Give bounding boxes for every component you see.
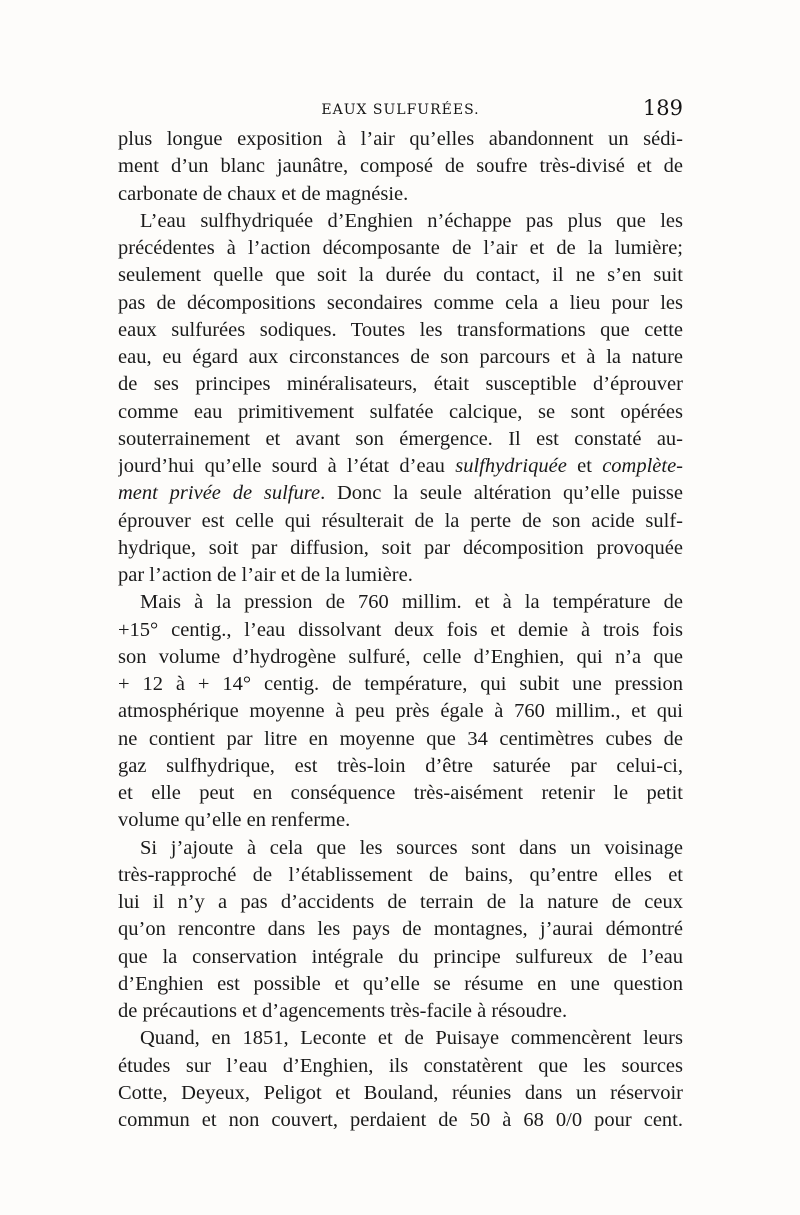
page-header [118,96,683,126]
text-line: Cotte, Deyeux, Peligot et Bouland, réunies dans un réservoir [118,1081,683,1104]
text-line: études sur l’eau d’Enghien, ils constatèrent que les sources [118,1054,683,1077]
text-line: précédentes à l’action décomposante de l’air et de la lumière; [118,237,683,259]
text-line: comme eau primitivement sulfatée calcique, se sont opérées [118,400,683,423]
text-line: seulement quelle que soit la durée du contact, il ne s’en suit [118,264,683,287]
text-line: commun et non couvert, perdaient de 50 à 68 0/0 pour cent. [118,1109,683,1131]
text-line: de ses principes minéralisateurs, était susceptible d’éprouver [118,373,683,396]
text-line: L’eau sulfhydriquée d’Enghien n’échappe pas plus que les [140,209,683,232]
text-line: Mais à la pression de 760 millim. et à la température de [140,591,683,614]
text-line: eaux sulfurées sodiques. Toutes les transformations que cette [118,318,683,341]
text-line: ment d’un blanc jaunâtre, composé de soufre très-divisé et de [118,155,683,178]
text-line: volume qu’elle en renferme. [118,809,351,832]
text-line: Quand, en 1851, Leconte et de Puisaye commencèrent leurs [140,1027,683,1050]
text-run: et [566,455,603,477]
text-line: souterrainement et avant son émergence. Il est constaté au- [118,427,683,450]
text-line: que la conservation intégrale du principe sulfureux de l’eau [118,945,683,968]
text-line: + 12 à + 14° centig. de température, qui subit une pression [118,673,683,695]
text-line: qu’on rencontre dans les pays de montagnes, j’aurai démontré [118,918,683,941]
text-line: hydrique, soit par diffusion, soit par décomposition provoquée [118,536,683,559]
text-line: de précautions et d’agencements très-facile à résoudre. [118,1000,568,1022]
text-line: éprouver est celle qui résulterait de la perte de son acide sulf- [118,509,683,532]
text-line: plus longue exposition à l’air qu’elles abandonnent un sédi- [118,128,683,150]
running-title: EAUX SULFURÉES. [321,102,480,118]
italic-term: sulfhydriquée [455,455,567,477]
text-line: ne contient par litre en moyenne que 34 centimètres cubes de [118,727,683,750]
text-line: +15° centig., l’eau dissolvant deux fois et demie à trois fois [118,618,683,641]
italic-term: ment privée de sulfure [118,482,321,505]
text-line: carbonate de chaux et de magnésie. [118,182,409,205]
text-line: pas de décompositions secondaires comme cela a lieu pour les [118,291,683,314]
body-text [118,126,683,1134]
text-line [118,480,683,507]
text-line: très-rapproché de l’établissement de bains, qu’entre elles et [118,863,683,886]
italic-term: complète- [602,455,683,477]
text-line: par l’action de l’air et de la lumière. [118,564,413,586]
text-line: lui il n’y a pas d’accidents de terrain de la nature de ceux [118,891,683,913]
text-line: gaz sulfhydrique, est très-loin d’être saturée par celui-ci, [118,754,683,777]
text-line: eau, eu égard aux circonstances de son parcours et à la nature [118,346,683,368]
text-line: atmosphérique moyenne à peu près égale à 760 millim., et qui [118,700,683,723]
text-run: jourd’hui qu’elle sourd à l’état d’eau [118,455,456,477]
text-line: son volume d’hydrogène sulfuré, celle d’Enghien, qui n’a que [118,645,683,668]
text-line: d’Enghien est possible et qu’elle se résume en une question [118,972,683,995]
text-line: et elle peut en conséquence très-aisément retenir le petit [118,782,683,804]
text-run: . Donc la seule altération qu’elle puisse [320,482,683,505]
text-line: Si j’ajoute à cela que les sources sont dans un voisinage [140,836,683,859]
text-line [118,453,683,480]
page-number: 189 [642,96,683,120]
